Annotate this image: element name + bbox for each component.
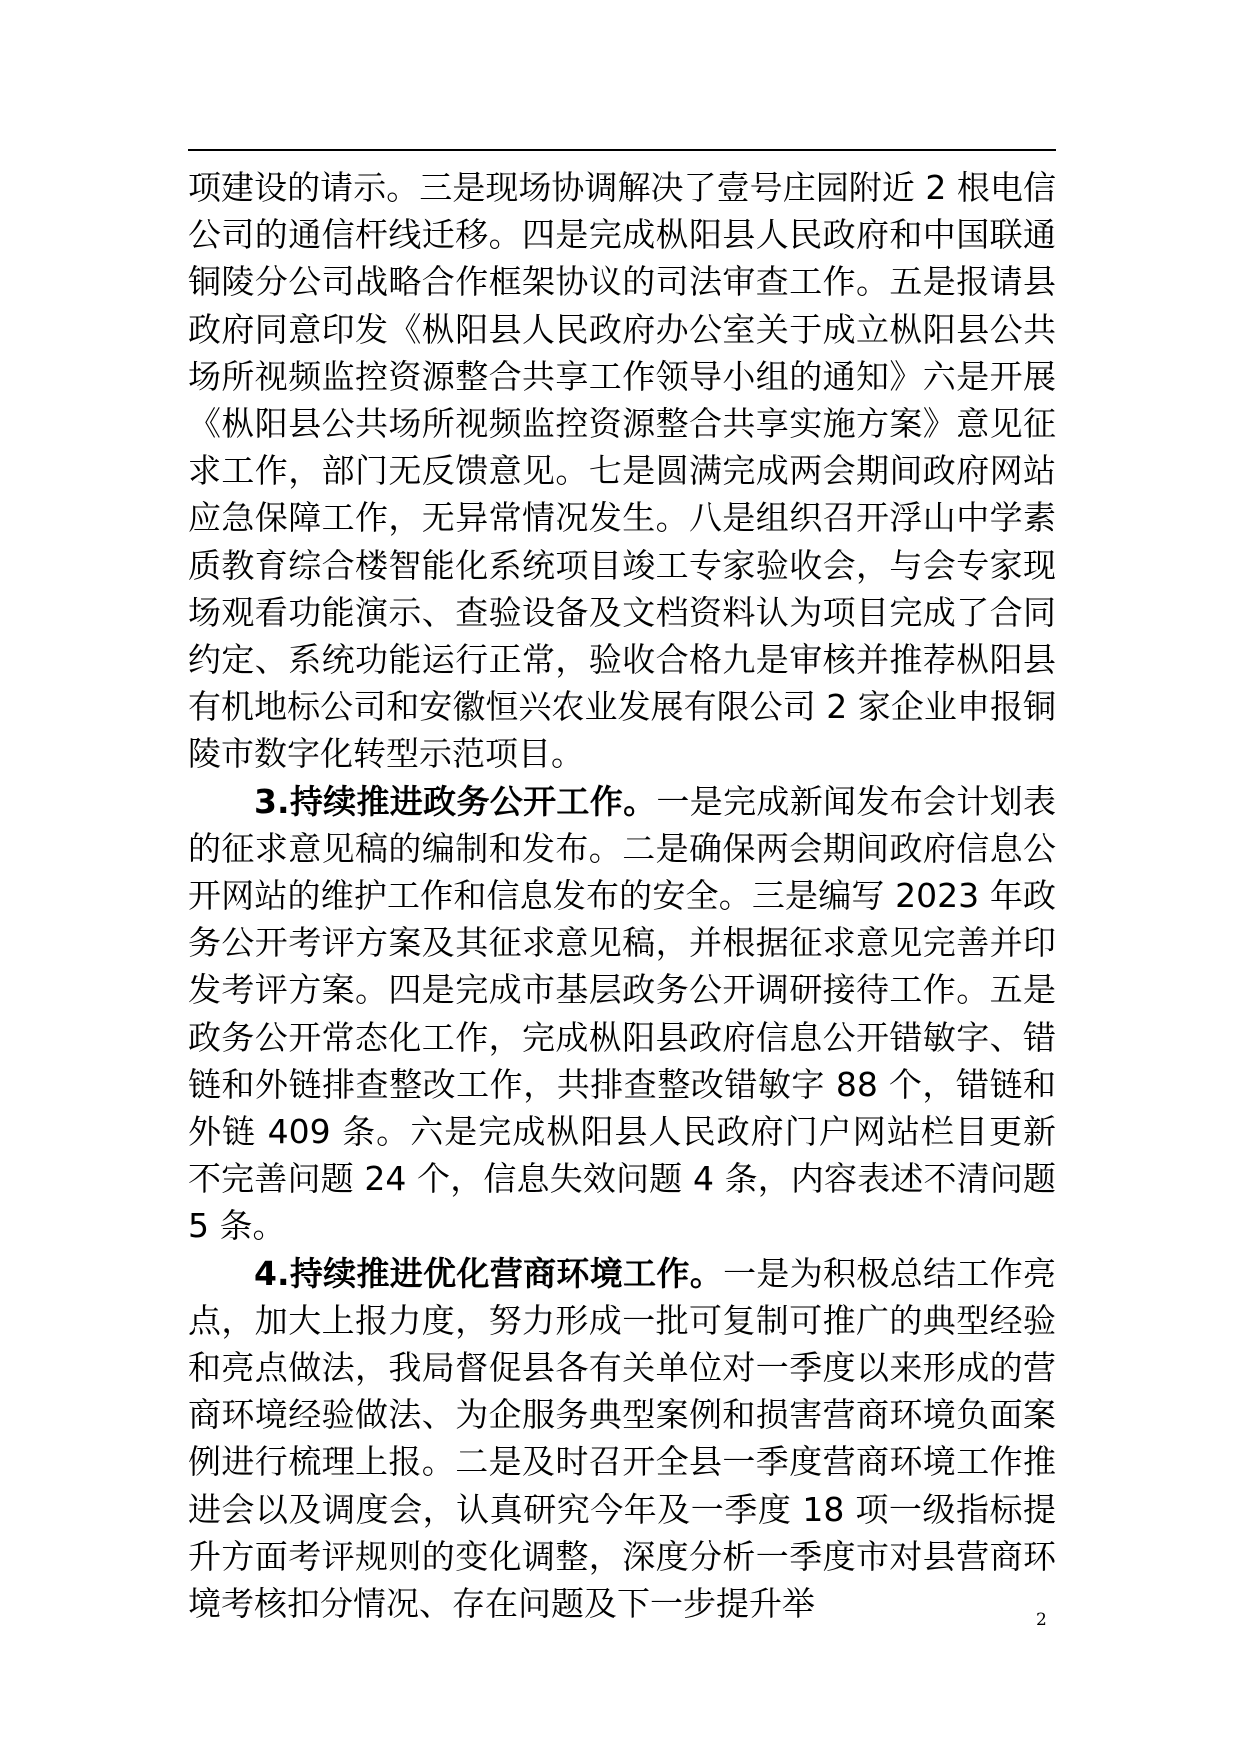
paragraph-text: 一是为积极总结工作亮点，加大上报力度，努力形成一批可复制可推广的典型经验和亮点做法，我局督促县各有关单位对一季度以来形成的营商环境经验做法、为企服务典型案例和损害营商环境负面案例进行梳理上报。二是及时召开全县一季度营商环境工作推进会以及调度会，认真研究今年及一季度 18 项一级指标提升方面考评规则的变化调整，深度分析一季度市对县营商环境考核扣分情况、存在问题及下一步提升举 [188, 1253, 1057, 1624]
paragraph-text: 一是完成新闻发布会计划表的征求意见稿的编制和发布。二是确保两会期间政府信息公开网站的维护工作和信息发布的安全。三是编写 2023 年政务公开考评方案及其征求意见稿，并根据征求意见完善并印发考评方案。四是完成市基层政务公开调研接待工作。五是政务公开常态化工作，完成枞阳县政府信息公开错敏字、错链和外链排查整改工作，共排查整改错敏字 88 个，错链和外链 409 条。六是完成枞阳县人民政府门户网站栏目更新不完善问题 24 个，信息失效问题 4 条，内容表述不清问题 5 条。 [188, 781, 1057, 1246]
paragraph-government-openness [188, 778, 1056, 1250]
header-rule [188, 149, 1056, 151]
paragraph-business-environment [188, 1250, 1056, 1628]
section-heading: 4.持续推进优化营商环境工作。 [254, 1253, 724, 1293]
paragraph-text: 项建设的请示。三是现场协调解决了壹号庄园附近 2 根电信公司的通信杆线迁移。四是完成枞阳县人民政府和中国联通铜陵分公司战略合作框架协议的司法审查工作。五是报请县政府同意印发《枞阳县人民政府办公室关于成立枞阳县公共场所视频监控资源整合共享工作领导小组的通知》六是开展《枞阳县公共场所视频监控资源整合共享实施方案》意见征求工作，部门无反馈意见。七是圆满完成两会期间政府网站应急保障工作，无异常情况发生。八是组织召开浮山中学素质教育综合楼智能化系统项目竣工专家验收会，与会专家现场观看功能演示、查验设备及文档资料认为项目完成了合同约定、系统功能运行正常，验收合格九是审核并推荐枞阳县有机地标公司和安徽恒兴农业发展有限公司 2 家企业申报铜陵市数字化转型示范项目。 [188, 168, 1056, 774]
paragraph-continuation [188, 164, 1056, 778]
section-heading: 3.持续推进政务公开工作。 [254, 781, 657, 821]
document-body [188, 164, 1056, 1627]
page-number: 2 [1036, 1610, 1047, 1630]
